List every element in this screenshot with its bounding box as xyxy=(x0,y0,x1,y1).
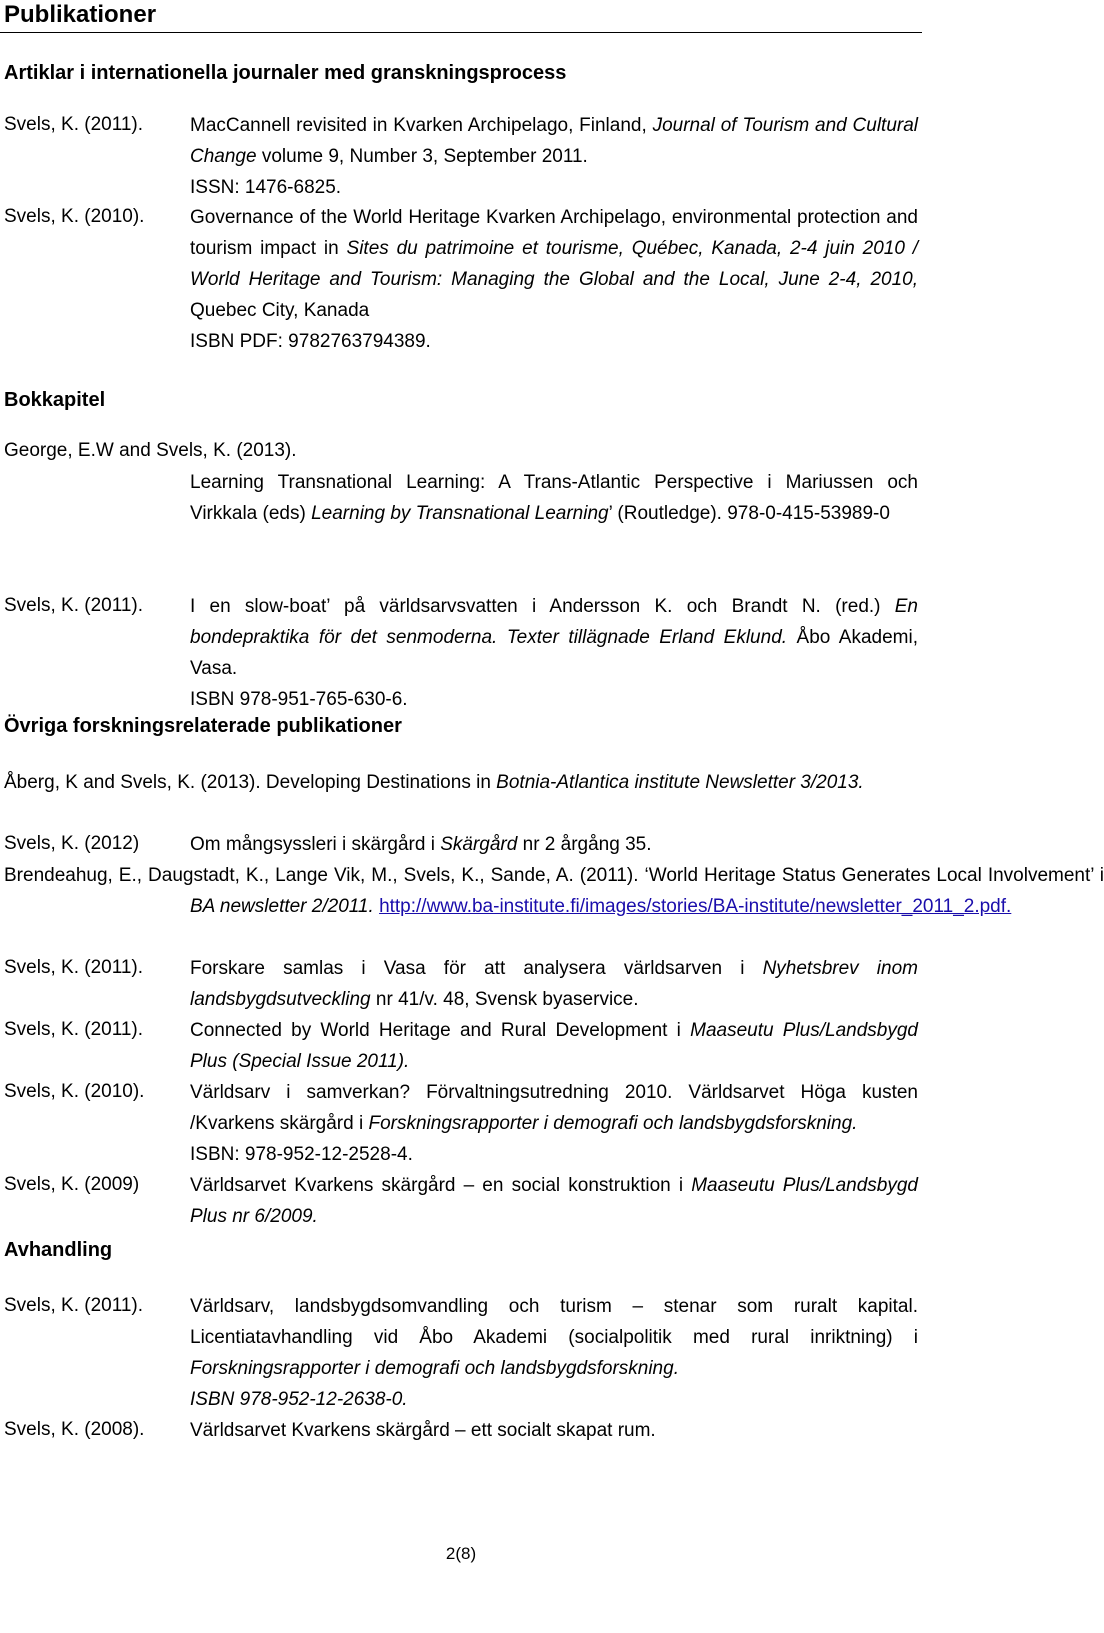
entry-text: Learning Transnational Learning: A Trans-Atlantic Perspective i Mariussen och Virkkala (eds) xyxy=(190,472,918,524)
publication-entry xyxy=(190,202,918,357)
entry-text: Världsarvet Kvarkens skärgård – en social konstruktion i xyxy=(190,1175,692,1196)
entry-text: Om mångsyssleri i skärgård i xyxy=(190,834,441,855)
entry-text: Världsarv i samverkan? Förvaltningsutredning 2010. Världsarvet Höga kusten /Kvarkens skärgård i xyxy=(190,1082,918,1134)
entry-author: Svels, K. (2011). xyxy=(4,114,144,135)
entry-text: MacCannell revisited in Kvarken Archipelago, Finland, xyxy=(190,115,653,136)
entry-author: Svels, K. (2012) xyxy=(4,833,140,854)
publication-entry xyxy=(4,767,1104,798)
publication-entry xyxy=(190,1291,918,1415)
entry-journal: Maaseutu Plus/Landsbygd Plus nr 6/2009. xyxy=(190,1175,918,1227)
publication-entry xyxy=(190,953,918,1015)
entry-book-title: En bondepraktika för det senmoderna. Texter tillägnade Erland Eklund. xyxy=(190,596,918,648)
entry-author: Svels, K. (2011). xyxy=(4,957,144,978)
entry-isbn: ISBN 978-952-12-2638-0. xyxy=(190,1389,408,1410)
entry-newsletter: BA newsletter 2/2011. xyxy=(190,896,374,917)
entry-series: Forskningsrapporter i demografi och landsbygdsforskning. xyxy=(190,1358,679,1379)
entry-text: Åberg, K and Svels, K. (2013). Developing Destinations in xyxy=(4,772,497,793)
entry-text: ’ (Routledge). 978-0-415-53989-0 xyxy=(608,503,890,524)
entry-text: Världsarv, landsbygdsomvandling och turism – stenar som ruralt kapital. Licentiatavhandling vid Åbo Akademi (socialpolitik med rural inriktning) i xyxy=(190,1296,918,1348)
page-title: Publikationer xyxy=(4,1,157,28)
newsletter-link[interactable]: http://www.ba-institute.fi/images/stories/BA-institute/newsletter_2011_2.pdf. xyxy=(379,896,1012,917)
entry-author: George, E.W and Svels, K. (2013). xyxy=(4,440,297,461)
section-heading-thesis: Avhandling xyxy=(4,1239,113,1261)
entry-text: volume 9, Number 3, September 2011. xyxy=(256,146,588,167)
entry-book-title: Learning by Transnational Learning xyxy=(311,503,609,524)
title-rule xyxy=(0,32,922,33)
section-heading-articles: Artiklar i internationella journaler med granskningsprocess xyxy=(4,62,567,84)
section-heading-other-publications: Övriga forskningsrelaterade publikationer xyxy=(4,715,402,737)
publication-entry xyxy=(190,467,918,529)
publication-entry xyxy=(190,1415,918,1446)
entry-journal: Skärgård xyxy=(440,834,518,855)
page-number: 2(8) xyxy=(445,1544,477,1563)
section-heading-book-chapters: Bokkapitel xyxy=(4,389,106,411)
entry-author: Svels, K. (2011). xyxy=(4,1019,144,1040)
entry-newsletter: Nyhetsbrev inom landsbygdsutveckling xyxy=(190,958,918,1010)
entry-text: Åbo Akademi, Vasa. xyxy=(190,627,918,679)
publication-entry xyxy=(190,110,918,203)
publication-entry xyxy=(4,860,1104,922)
publication-entry xyxy=(190,829,918,860)
entry-text: nr 41/v. 48, Svensk byaservice. xyxy=(370,989,639,1010)
entry-author: Svels, K. (2011). xyxy=(4,595,144,616)
publication-entry xyxy=(190,1170,918,1232)
entry-isbn: ISBN PDF: 9782763794389. xyxy=(190,331,431,352)
entry-author: Svels, K. (2011). xyxy=(4,1295,144,1316)
entry-newsletter: Botnia-Atlantica institute Newsletter 3/2013. xyxy=(496,772,864,793)
publication-entry xyxy=(190,1015,918,1077)
entry-journal: Journal of Tourism and Cultural Change xyxy=(190,115,919,167)
publication-entry xyxy=(190,1077,918,1170)
entry-conference: Sites du patrimoine et tourisme, Québec, Kanada, 2-4 juin 2010 / World Heritage and Tourism: Managing the Global and the Local, June 2-4, 2010, xyxy=(190,238,919,290)
entry-journal: Maaseutu Plus/Landsbygd Plus (Special Issue 2011). xyxy=(190,1020,918,1072)
entry-text: Världsarvet Kvarkens skärgård – ett socialt skapat rum. xyxy=(190,1420,656,1441)
entry-isbn: ISBN 978-951-765-630-6. xyxy=(190,689,408,710)
entry-author: Svels, K. (2008). xyxy=(4,1419,145,1440)
entry-text: Forskare samlas i Vasa för att analysera världsarven i xyxy=(190,958,763,979)
entry-text: Brendeahug, E., Daugstadt, K., Lange Vik, M., Svels, K., Sande, A. (2011). ‘World Heritage Status Generates Local Involvement’ i xyxy=(4,865,1104,886)
entry-author: Svels, K. (2010). xyxy=(4,1081,145,1102)
entry-series: Forskningsrapporter i demografi och landsbygdsforskning. xyxy=(368,1113,858,1134)
entry-text: Quebec City, Kanada xyxy=(190,300,370,321)
entry-isbn: ISBN: 978-952-12-2528-4. xyxy=(190,1144,413,1165)
entry-text: Connected by World Heritage and Rural Development i xyxy=(190,1020,691,1041)
entry-text: nr 2 årgång 35. xyxy=(517,834,652,855)
entry-issn: ISSN: 1476-6825. xyxy=(190,177,342,198)
entry-author: Svels, K. (2010). xyxy=(4,206,145,227)
entry-text: I en slow-boat’ på världsarvsvatten i Andersson K. och Brandt N. (red.) xyxy=(190,596,895,617)
publication-entry xyxy=(190,591,918,715)
entry-text: Governance of the World Heritage Kvarken Archipelago, environmental protection and tourism impact in xyxy=(190,207,918,259)
entry-author: Svels, K. (2009) xyxy=(4,1174,140,1195)
